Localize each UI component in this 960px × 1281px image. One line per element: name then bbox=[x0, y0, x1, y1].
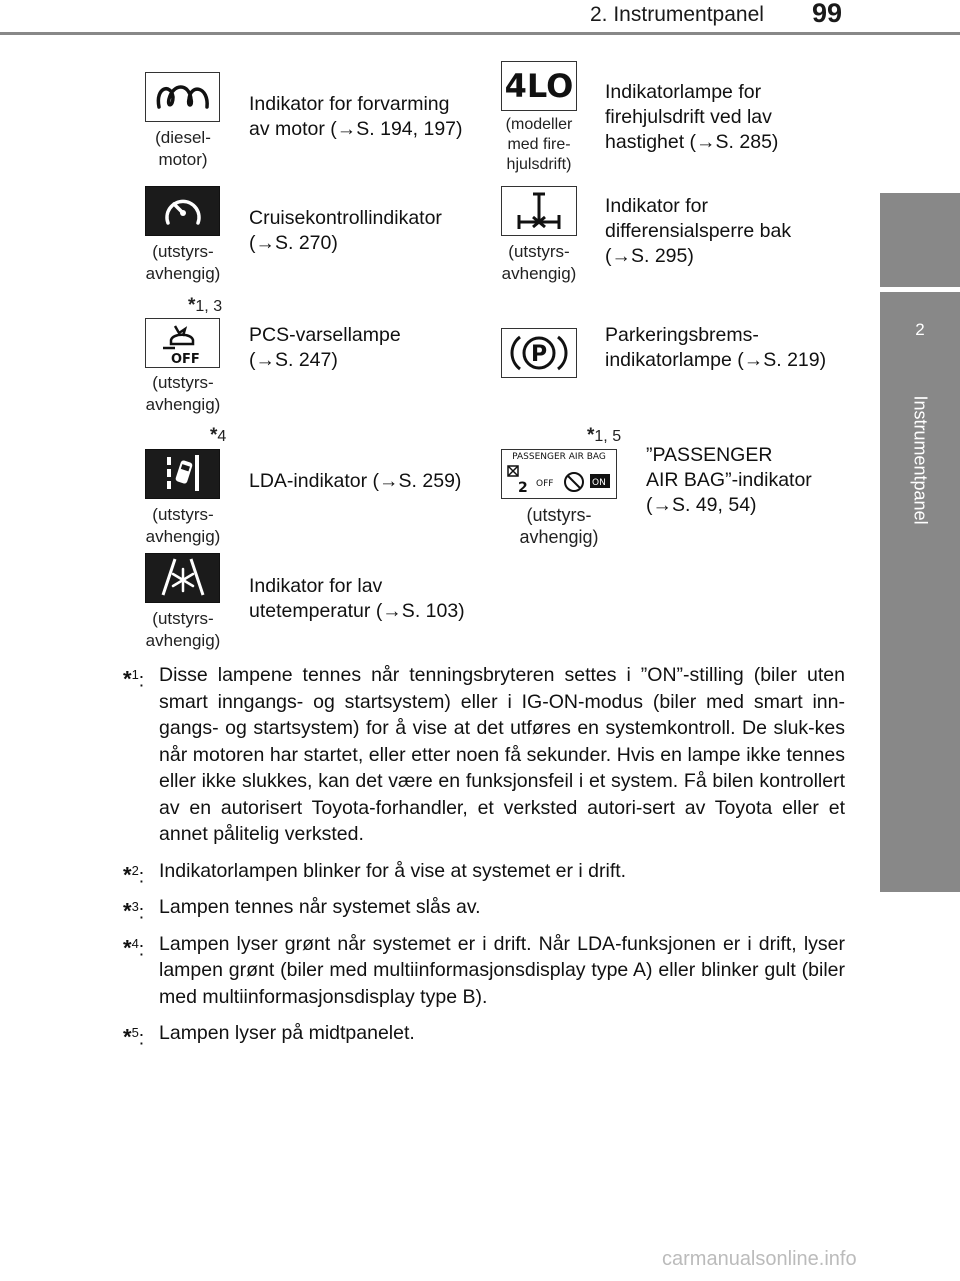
side-tab-number: 2 bbox=[915, 320, 925, 339]
asterisk-lda: *4 bbox=[210, 425, 227, 446]
section-title: 2. Instrumentpanel bbox=[590, 3, 764, 26]
caption-cruise: (utstyrs- avhengig) bbox=[145, 242, 221, 283]
desc-diff-lock: Indikator for differensialsperre bak (→S. 295) bbox=[605, 195, 792, 267]
footnote-3: *$^3$: Lampen tennes når systemet slås av. bbox=[123, 896, 481, 924]
svg-text:OFF: OFF bbox=[536, 479, 554, 489]
desc-pcs: PCS-varsellampe (→S. 247) bbox=[249, 324, 401, 371]
svg-text:ON: ON bbox=[592, 478, 606, 488]
page-number: 99 bbox=[812, 0, 843, 28]
asterisk-pcs: *1, 3 bbox=[188, 295, 223, 316]
desc-parking-brake: Parkeringsbrems- indikatorlampe (→S. 219) bbox=[605, 324, 827, 371]
footnote-1: *$^1$: Disse lampene tennes når tenningsbryteren settes i ”ON”-stilling (biler uten smart inngangs- og startsystem) eller i IG-ON-modus (biler med smart inn-gangs- og startsystem) for å vise at det utføres en systemkontroll. De sluk-kes når motoren har startet, eller etter noen få sekunder. Hvis en lampe ikke tennes eller ikke slukkes, kan det være en funksjonsfeil i et system. Få bilen kontrollert av en autorisert Toyota-forhandler, et verksted autori-sert av Toyota eller et annet pålitelig verksted. bbox=[123, 664, 845, 845]
side-tab-label: Instrumentpanel bbox=[910, 395, 931, 525]
desc-lda: LDA-indikator (→S. 259) bbox=[249, 470, 462, 492]
asterisk-airbag: *1, 5 bbox=[587, 425, 622, 446]
glow-plug-icon bbox=[145, 72, 220, 122]
footnote-2: *$^2$: Indikatorlampen blinker for å vise at systemet er i drift. bbox=[123, 859, 627, 887]
passenger-airbag-icon: PASSENGER AIR BAG 2 OFF ON bbox=[501, 449, 617, 499]
caption-diesel: (diesel- motor) bbox=[155, 128, 211, 169]
cruise-control-icon bbox=[145, 186, 220, 236]
svg-text:2: 2 bbox=[518, 480, 528, 496]
caption-4lo: (modeller med fire- hjulsdrift) bbox=[505, 116, 573, 173]
footnotes bbox=[123, 662, 845, 1050]
footnote-4: *$^4$: Lampen lyser grønt når systemet er i drift. Når LDA-funksjonen er i drift, lyser lampen grønt (biler med multiinformasjonsdisplay type A) eller blinker gult (biler med multiinformasjonsdisplay type B). bbox=[123, 932, 845, 1008]
desc-low-temp: Indikator for lav utetemperatur (→S. 103) bbox=[249, 575, 465, 622]
parking-brake-icon bbox=[501, 328, 577, 378]
desc-glow-plug: Indikator for forvarming av motor (→S. 194, 197) bbox=[249, 93, 463, 140]
caption-lda: (utstyrs- avhengig) bbox=[145, 505, 221, 546]
watermark: carmanualsonline.info bbox=[662, 1248, 857, 1270]
caption-diff-lock: (utstyrs- avhengig) bbox=[501, 242, 577, 283]
low-temp-icon bbox=[145, 553, 220, 603]
svg-text:P: P bbox=[531, 342, 548, 367]
lda-lane-icon bbox=[145, 449, 220, 499]
desc-airbag: ”PASSENGER AIR BAG”-indikator (→S. 49, 54) bbox=[646, 444, 812, 516]
pcs-off-label: OFF bbox=[170, 352, 200, 366]
header-rule bbox=[0, 32, 960, 35]
footnote-5: *$^5$: Lampen lyser på midtpanelet. bbox=[123, 1022, 415, 1050]
caption-airbag: (utstyrs- avhengig) bbox=[519, 505, 599, 547]
caption-pcs: (utstyrs- avhengig) bbox=[145, 373, 221, 414]
caption-low-temp: (utstyrs- avhengig) bbox=[145, 609, 221, 650]
pcs-off-icon bbox=[145, 318, 220, 368]
side-tab bbox=[880, 292, 960, 892]
4lo-icon: 4LO bbox=[501, 61, 577, 111]
desc-4lo: Indikatorlampe for firehjulsdrift ved lav hastighet (→S. 285) bbox=[605, 81, 779, 153]
side-tab-top bbox=[880, 193, 960, 287]
diff-lock-icon bbox=[501, 186, 577, 236]
desc-cruise: Cruisekontrollindikator (→S. 270) bbox=[249, 207, 442, 254]
